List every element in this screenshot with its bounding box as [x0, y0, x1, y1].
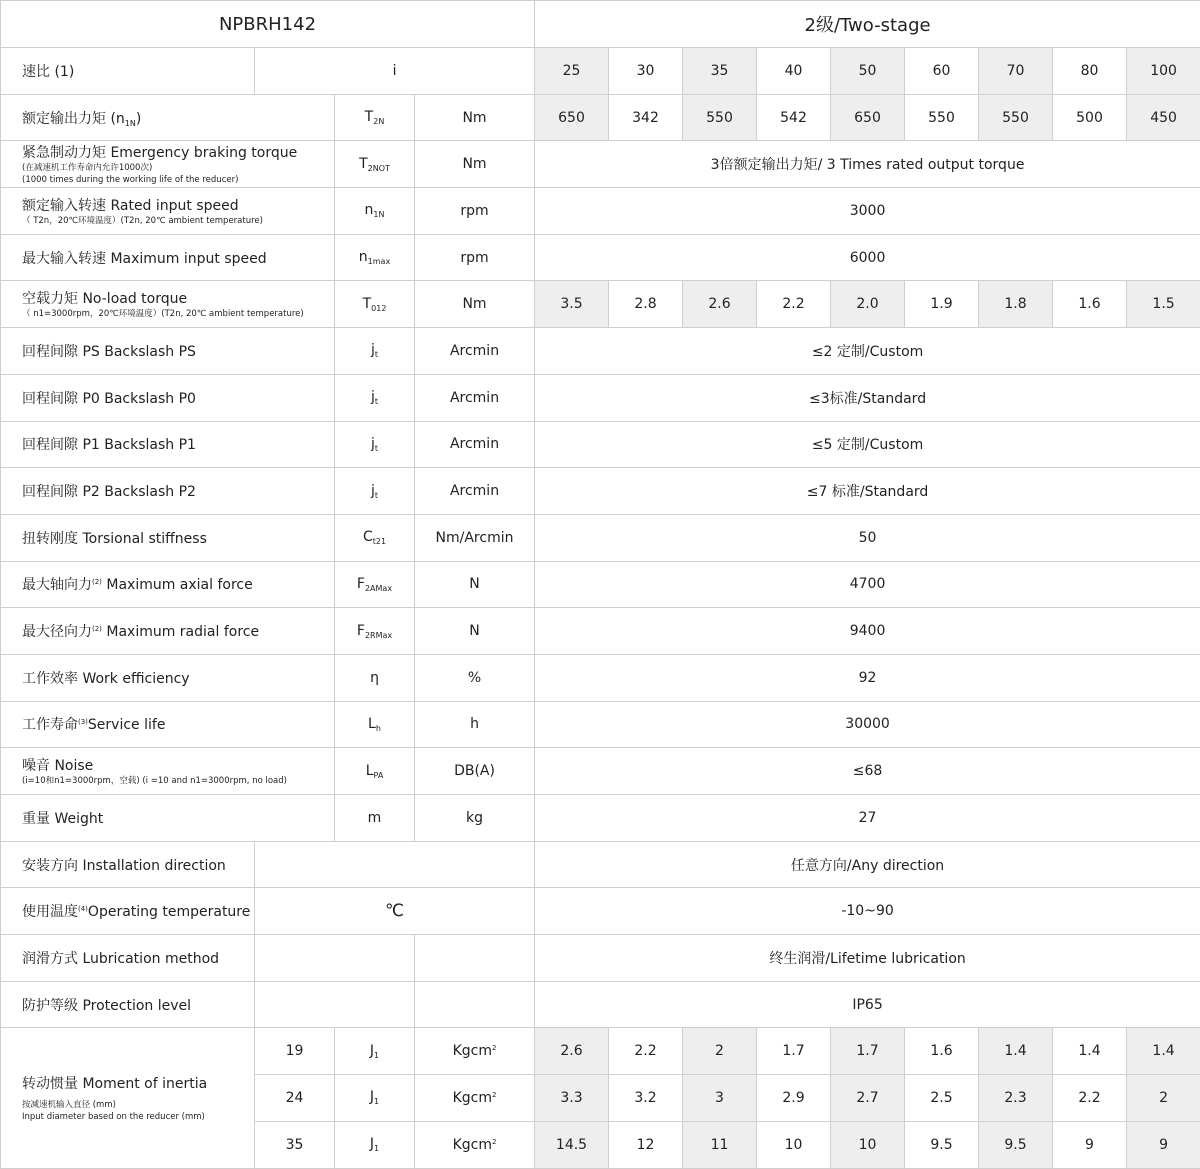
spec-row-label — [1, 468, 335, 515]
protect-row — [1, 981, 1200, 1028]
inertia-cell: 2 — [683, 1028, 757, 1075]
ratio-cell: 70 — [979, 48, 1053, 95]
spec-row — [1, 701, 1200, 748]
spec-row — [1, 188, 1200, 235]
install-label: 安装方向 Installation direction — [1, 841, 255, 888]
model-title: NPBRH142 — [1, 1, 535, 48]
footnote-mark: (2) — [92, 625, 102, 633]
rated-torque-cell: 550 — [905, 94, 979, 141]
noload-cell: 2.2 — [757, 281, 831, 328]
spec-row-symbol: η — [335, 654, 415, 701]
lube-empty-symbol — [255, 935, 415, 982]
spec-row-symbol: $j_t$ — [335, 421, 415, 468]
install-row — [1, 841, 1200, 888]
spec-row-symbol: $F_{2RMax}$ — [335, 608, 415, 655]
spec-row-value: ≤2 定制/Custom — [535, 328, 1200, 375]
ratio-cell: 60 — [905, 48, 979, 95]
inertia-symbol: $J_1$ — [335, 1121, 415, 1168]
spec-row — [1, 608, 1200, 655]
spec-row — [1, 795, 1200, 842]
row-label: 重量 Weight — [22, 811, 103, 827]
inertia-cell: 3 — [683, 1075, 757, 1122]
inertia-cell: 3.3 — [535, 1075, 609, 1122]
inertia-cell: 12 — [609, 1121, 683, 1168]
spec-row-label — [1, 748, 335, 795]
spec-row-value: 50 — [535, 514, 1200, 561]
spec-row-value: 3倍额定输出力矩/ 3 Times rated output torque — [535, 141, 1200, 188]
rated-torque-unit: Nm — [415, 94, 535, 141]
ratio-cell: 25 — [535, 48, 609, 95]
spec-row-unit: Arcmin — [415, 468, 535, 515]
noload-cell: 1.5 — [1127, 281, 1200, 328]
spec-row — [1, 561, 1200, 608]
row-label: 紧急制动力矩 Emergency braking torque — [22, 145, 297, 161]
install-value: 任意方向/Any direction — [535, 841, 1200, 888]
noload-cell: 1.8 — [979, 281, 1053, 328]
noload-cell: 2.0 — [831, 281, 905, 328]
inertia-cell: 1.7 — [757, 1028, 831, 1075]
spec-row — [1, 141, 1200, 188]
ratio-cell: 35 — [683, 48, 757, 95]
spec-row-unit: % — [415, 654, 535, 701]
inertia-cell: 9.5 — [905, 1121, 979, 1168]
spec-row-value: ≤7 标准/Standard — [535, 468, 1200, 515]
inertia-cell: 9 — [1053, 1121, 1127, 1168]
inertia-cell: 10 — [757, 1121, 831, 1168]
spec-row-unit: h — [415, 701, 535, 748]
spec-row-symbol: $j_t$ — [335, 328, 415, 375]
row-label: 最大径向力 — [22, 624, 92, 640]
spec-row-label — [1, 188, 335, 235]
protect-empty-unit — [415, 981, 535, 1028]
noload-cell: 1.9 — [905, 281, 979, 328]
spec-row-value: 6000 — [535, 234, 1200, 281]
noload-symbol: $T_{012}$ — [335, 281, 415, 328]
spec-row — [1, 468, 1200, 515]
row-label: 回程间隙 P2 Backslash P2 — [22, 484, 196, 500]
spec-row-value: 3000 — [535, 188, 1200, 235]
spec-row — [1, 514, 1200, 561]
spec-row-symbol: $n_{1max}$ — [335, 234, 415, 281]
ratio-cell: 40 — [757, 48, 831, 95]
inertia-symbol: $J_1$ — [335, 1075, 415, 1122]
row-note: （ T2n，20℃环境温度）(T2n, 20℃ ambient temperature) — [22, 216, 334, 227]
lube-empty-unit — [415, 935, 535, 982]
inertia-cell: 10 — [831, 1121, 905, 1168]
inertia-cell: 2.2 — [1053, 1075, 1127, 1122]
ratio-row — [1, 48, 1200, 95]
spec-row-unit: DB(A) — [415, 748, 535, 795]
spec-row-unit: rpm — [415, 188, 535, 235]
stage-title: 2级/Two-stage — [535, 1, 1200, 48]
rated-torque-cell: 650 — [831, 94, 905, 141]
inertia-cell: 1.7 — [831, 1028, 905, 1075]
inertia-cell: 2.5 — [905, 1075, 979, 1122]
rated-torque-symbol: $T_{2N}$ — [335, 94, 415, 141]
inertia-cell: 2.2 — [609, 1028, 683, 1075]
inertia-cell: 9.5 — [979, 1121, 1053, 1168]
spec-row-symbol: $F_{2AMax}$ — [335, 561, 415, 608]
spec-row-symbol: $L_h$ — [335, 701, 415, 748]
inertia-cell: 2.9 — [757, 1075, 831, 1122]
spec-row-value: ≤3标准/Standard — [535, 374, 1200, 421]
noload-cell: 2.6 — [683, 281, 757, 328]
row-label: 最大轴向力 — [22, 577, 92, 593]
rated-torque-cell: 650 — [535, 94, 609, 141]
ratio-cell: 80 — [1053, 48, 1127, 95]
spec-row-unit: kg — [415, 795, 535, 842]
inertia-diameter: 35 — [255, 1121, 335, 1168]
noload-cell: 1.6 — [1053, 281, 1127, 328]
spec-row-value: ≤68 — [535, 748, 1200, 795]
rated-torque-cell: 550 — [979, 94, 1053, 141]
inertia-cell: 1.4 — [1053, 1028, 1127, 1075]
spec-row-unit: rpm — [415, 234, 535, 281]
ratio-cell: 100 — [1127, 48, 1200, 95]
rated-torque-row — [1, 94, 1200, 141]
spec-row-symbol: $j_t$ — [335, 374, 415, 421]
spec-row — [1, 421, 1200, 468]
footnote-mark: (2) — [92, 578, 102, 586]
ratio-symbol: i — [255, 48, 535, 95]
inertia-diameter: 19 — [255, 1028, 335, 1075]
rated-torque-cell: 550 — [683, 94, 757, 141]
spec-row-label — [1, 421, 335, 468]
spec-row-label — [1, 654, 335, 701]
inertia-cell: 2 — [1127, 1075, 1200, 1122]
ratio-label: 速比 (1) — [1, 48, 255, 95]
spec-row-symbol: $L_{PA}$ — [335, 748, 415, 795]
noload-unit: Nm — [415, 281, 535, 328]
inertia-cell: 9 — [1127, 1121, 1200, 1168]
spec-row-symbol: $j_t$ — [335, 468, 415, 515]
noload-row — [1, 281, 1200, 328]
ratio-cell: 50 — [831, 48, 905, 95]
spec-row-unit: Arcmin — [415, 328, 535, 375]
spec-row-label — [1, 374, 335, 421]
row-note: (i=10和n1=3000rpm，空载) (i =10 and n1=3000rpm, no load) — [22, 776, 334, 787]
install-empty — [255, 841, 535, 888]
row-label: 扭转刚度 Torsional stiffness — [22, 531, 207, 547]
row-label: 工作效率 Work efficiency — [22, 671, 190, 687]
inertia-cell: 1.6 — [905, 1028, 979, 1075]
inertia-unit: Kgcm$^2$ — [415, 1028, 535, 1075]
lube-row — [1, 935, 1200, 982]
noload-cell: 3.5 — [535, 281, 609, 328]
spec-row — [1, 234, 1200, 281]
rated-torque-label: 额定输出力矩 $(n_{1N})$ — [1, 94, 335, 141]
spec-row-unit: Nm/Arcmin — [415, 514, 535, 561]
inertia-cell: 1.4 — [979, 1028, 1053, 1075]
spec-row-unit: Arcmin — [415, 374, 535, 421]
inertia-row — [1, 1028, 1200, 1075]
row-label: 回程间隙 P1 Backslash P1 — [22, 437, 196, 453]
spec-row-value: 9400 — [535, 608, 1200, 655]
footnote-mark: (3) — [78, 718, 88, 726]
spec-row — [1, 374, 1200, 421]
row-note: (在减速机工作寿命内允许1000次) — [22, 163, 334, 174]
spec-row-label — [1, 608, 335, 655]
inertia-cell: 11 — [683, 1121, 757, 1168]
spec-row — [1, 328, 1200, 375]
row-note: (1000 times during the working life of the reducer) — [22, 175, 334, 186]
ratio-cell: 30 — [609, 48, 683, 95]
spec-row — [1, 654, 1200, 701]
inertia-cell: 2.7 — [831, 1075, 905, 1122]
spec-row-label — [1, 561, 335, 608]
inertia-cell: 14.5 — [535, 1121, 609, 1168]
spec-row-unit: Arcmin — [415, 421, 535, 468]
temp-value: -10~90 — [535, 888, 1200, 935]
spec-row-unit: Nm — [415, 141, 535, 188]
header-row — [1, 1, 1200, 48]
spec-row-symbol: $C_{t21}$ — [335, 514, 415, 561]
protect-label: 防护等级 Protection level — [1, 981, 255, 1028]
inertia-diameter: 24 — [255, 1075, 335, 1122]
spec-row-label — [1, 701, 335, 748]
inertia-unit: Kgcm$^2$ — [415, 1121, 535, 1168]
temp-unit: ℃ — [255, 888, 535, 935]
spec-row-value: ≤5 定制/Custom — [535, 421, 1200, 468]
inertia-cell: 2.3 — [979, 1075, 1053, 1122]
inertia-cell: 1.4 — [1127, 1028, 1200, 1075]
row-label-en: Maximum axial force — [102, 577, 253, 593]
lube-value: 终生润滑/Lifetime lubrication — [535, 935, 1200, 982]
spec-row-label — [1, 328, 335, 375]
spec-row-symbol: m — [335, 795, 415, 842]
inertia-symbol: $J_1$ — [335, 1028, 415, 1075]
spec-row-value: 27 — [535, 795, 1200, 842]
row-label: 噪音 Noise — [22, 758, 93, 774]
row-label-en: Maximum radial force — [102, 624, 259, 640]
row-label: 回程间隙 PS Backslash PS — [22, 344, 196, 360]
row-label: 最大输入转速 Maximum input speed — [22, 251, 267, 267]
noload-cell: 2.8 — [609, 281, 683, 328]
inertia-unit: Kgcm$^2$ — [415, 1075, 535, 1122]
spec-row-symbol: $n_{1N}$ — [335, 188, 415, 235]
spec-row-value: 4700 — [535, 561, 1200, 608]
spec-row-label — [1, 234, 335, 281]
spec-row-label — [1, 795, 335, 842]
protect-value: IP65 — [535, 981, 1200, 1028]
spec-row-label — [1, 141, 335, 188]
temp-label: 使用温度$^{(4)}$Operating temperature — [1, 888, 255, 935]
rated-torque-cell: 542 — [757, 94, 831, 141]
spec-row-unit: N — [415, 608, 535, 655]
spec-row-unit: N — [415, 561, 535, 608]
rated-torque-cell: 450 — [1127, 94, 1200, 141]
protect-empty-symbol — [255, 981, 415, 1028]
rated-torque-cell: 500 — [1053, 94, 1127, 141]
row-label: 工作寿命 — [22, 717, 78, 733]
rated-torque-cell: 342 — [609, 94, 683, 141]
inertia-cell: 3.2 — [609, 1075, 683, 1122]
spec-row-value: 30000 — [535, 701, 1200, 748]
spec-row — [1, 748, 1200, 795]
inertia-label: 转动惯量 Moment of inertia 按减速机输入直径 (mm) Input diameter based on the reducer (mm) — [1, 1028, 255, 1168]
temp-row — [1, 888, 1200, 935]
lube-label: 润滑方式 Lubrication method — [1, 935, 255, 982]
spec-row-label — [1, 514, 335, 561]
inertia-cell: 2.6 — [535, 1028, 609, 1075]
row-label: 回程间隙 P0 Backslash P0 — [22, 391, 196, 407]
row-label-en: Service life — [88, 717, 166, 733]
row-label: 额定输入转速 Rated input speed — [22, 198, 239, 214]
spec-row-value: 92 — [535, 654, 1200, 701]
noload-label: 空载力矩 No-load torque （ n1=3000rpm，20℃环境温度）(T2n, 20℃ ambient temperature) — [1, 281, 335, 328]
spec-row-symbol: $T_{2NOT}$ — [335, 141, 415, 188]
